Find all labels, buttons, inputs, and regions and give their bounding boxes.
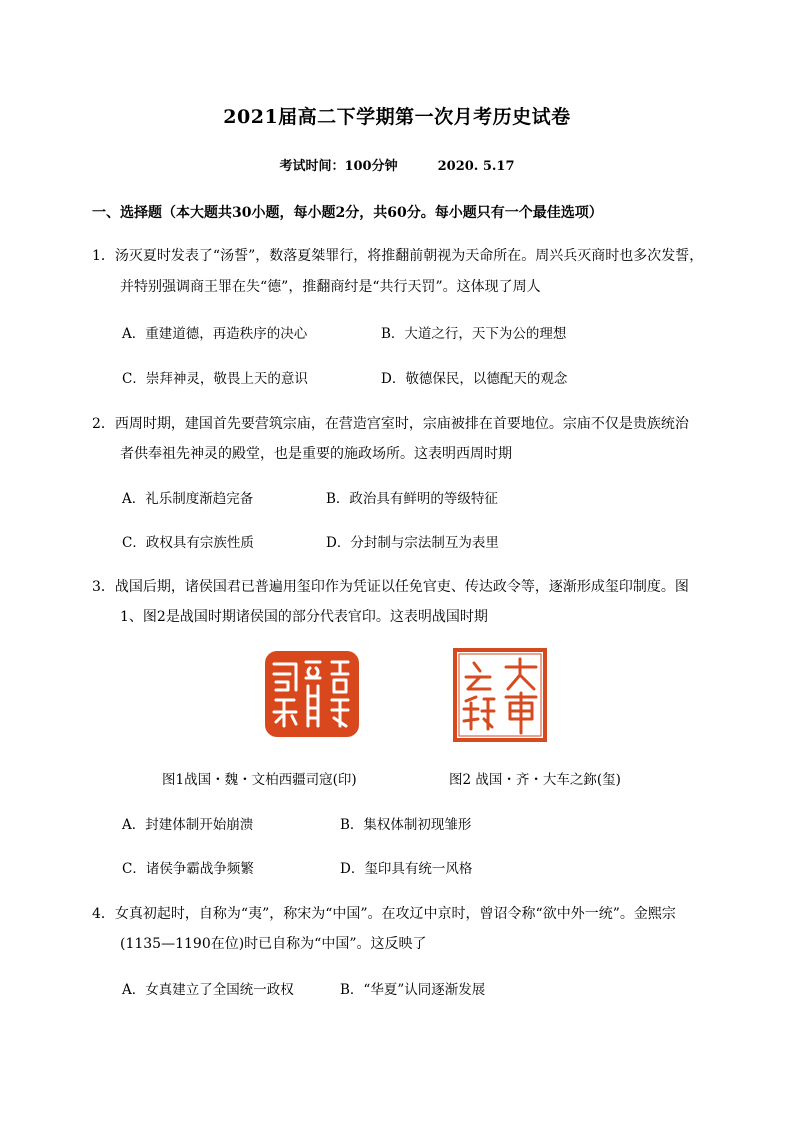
question-3-option-c: C．诸侯争霸战争频繁	[122, 861, 254, 877]
question-1-option-b: B．大道之行，天下为公的理想	[381, 326, 567, 342]
question-3-option-b: B．集权体制初现雏形	[340, 817, 472, 833]
question-1-option-c: C．崇拜神灵，敬畏上天的意识	[122, 371, 308, 387]
figure-1-caption: 图1战国・魏・文柏西疆司寇(印)	[162, 772, 357, 788]
section-heading: 一、选择题（本大题共30小题，每小题2分，共60分。每小题只有一个最佳选项）	[92, 205, 603, 221]
question-4-line-1: 4．女真初起时，自称为“夷”，称宋为“中国”。在攻辽中京时，曾诏令称“欲中外一统”。金熙宗	[92, 906, 676, 922]
question-3-option-d: D．玺印具有统一风格	[340, 861, 473, 877]
exam-info	[0, 155, 794, 174]
seal-figure-2	[450, 645, 550, 745]
question-2-option-a: A．礼乐制度渐趋完备	[122, 491, 254, 507]
question-1-line-1: 1．汤灭夏时发表了“汤誓”，数落夏桀罪行，将推翻前朝视为天命所在。周兴兵灭商时也多次发誓，	[92, 248, 704, 264]
seal-figure-1	[262, 648, 362, 740]
question-3-line-1: 3．战国后期，诸侯国君已普遍用玺印作为凭证以任免官吏、传达政令等，逐渐形成玺印制度。图	[92, 579, 689, 595]
exam-time: 考试时间：100分钟	[279, 159, 398, 174]
question-2-line-2: 者供奉祖先神灵的殿堂，也是重要的施政场所。这表明西周时期	[120, 446, 512, 462]
question-2-option-b: B．政治具有鲜明的等级特征	[326, 491, 498, 507]
question-3-line-2: 1、图2是战国时期诸侯国的部分代表官印。这表明战国时期	[120, 609, 488, 625]
question-4-option-a: A．女真建立了全国统一政权	[122, 982, 294, 998]
seal-figure-2-frame	[455, 650, 545, 740]
question-1-option-a: A．重建道德，再造秩序的决心	[122, 326, 308, 342]
question-4-line-2: (1135—1190在位)时已自称为“中国”。这反映了	[120, 936, 427, 952]
question-3-option-a: A．封建体制开始崩溃	[122, 817, 254, 833]
question-4-option-b: B．“华夏”认同逐渐发展	[340, 982, 486, 998]
question-1-line-2: 并特别强调商王罪在失“德”，推翻商纣是“共行天罚”。这体现了周人	[120, 279, 541, 295]
question-1-option-d: D．敬德保民，以德配天的观念	[381, 371, 568, 387]
exam-date: 2020. 5.17	[437, 159, 515, 174]
figure-2-caption: 图2 战国・齐・大车之鉨(玺)	[449, 772, 621, 788]
question-2-line-1: 2．西周时期，建国首先要营筑宗庙，在营造宫室时，宗庙被排在首要地位。宗庙不仅是贵族统治	[92, 416, 689, 432]
question-2-option-c: C．政权具有宗族性质	[122, 535, 254, 551]
page-title: 2021届高二下学期第一次月考历史试卷	[223, 106, 571, 128]
question-2-option-d: D．分封制与宗法制互为表里	[326, 535, 499, 551]
